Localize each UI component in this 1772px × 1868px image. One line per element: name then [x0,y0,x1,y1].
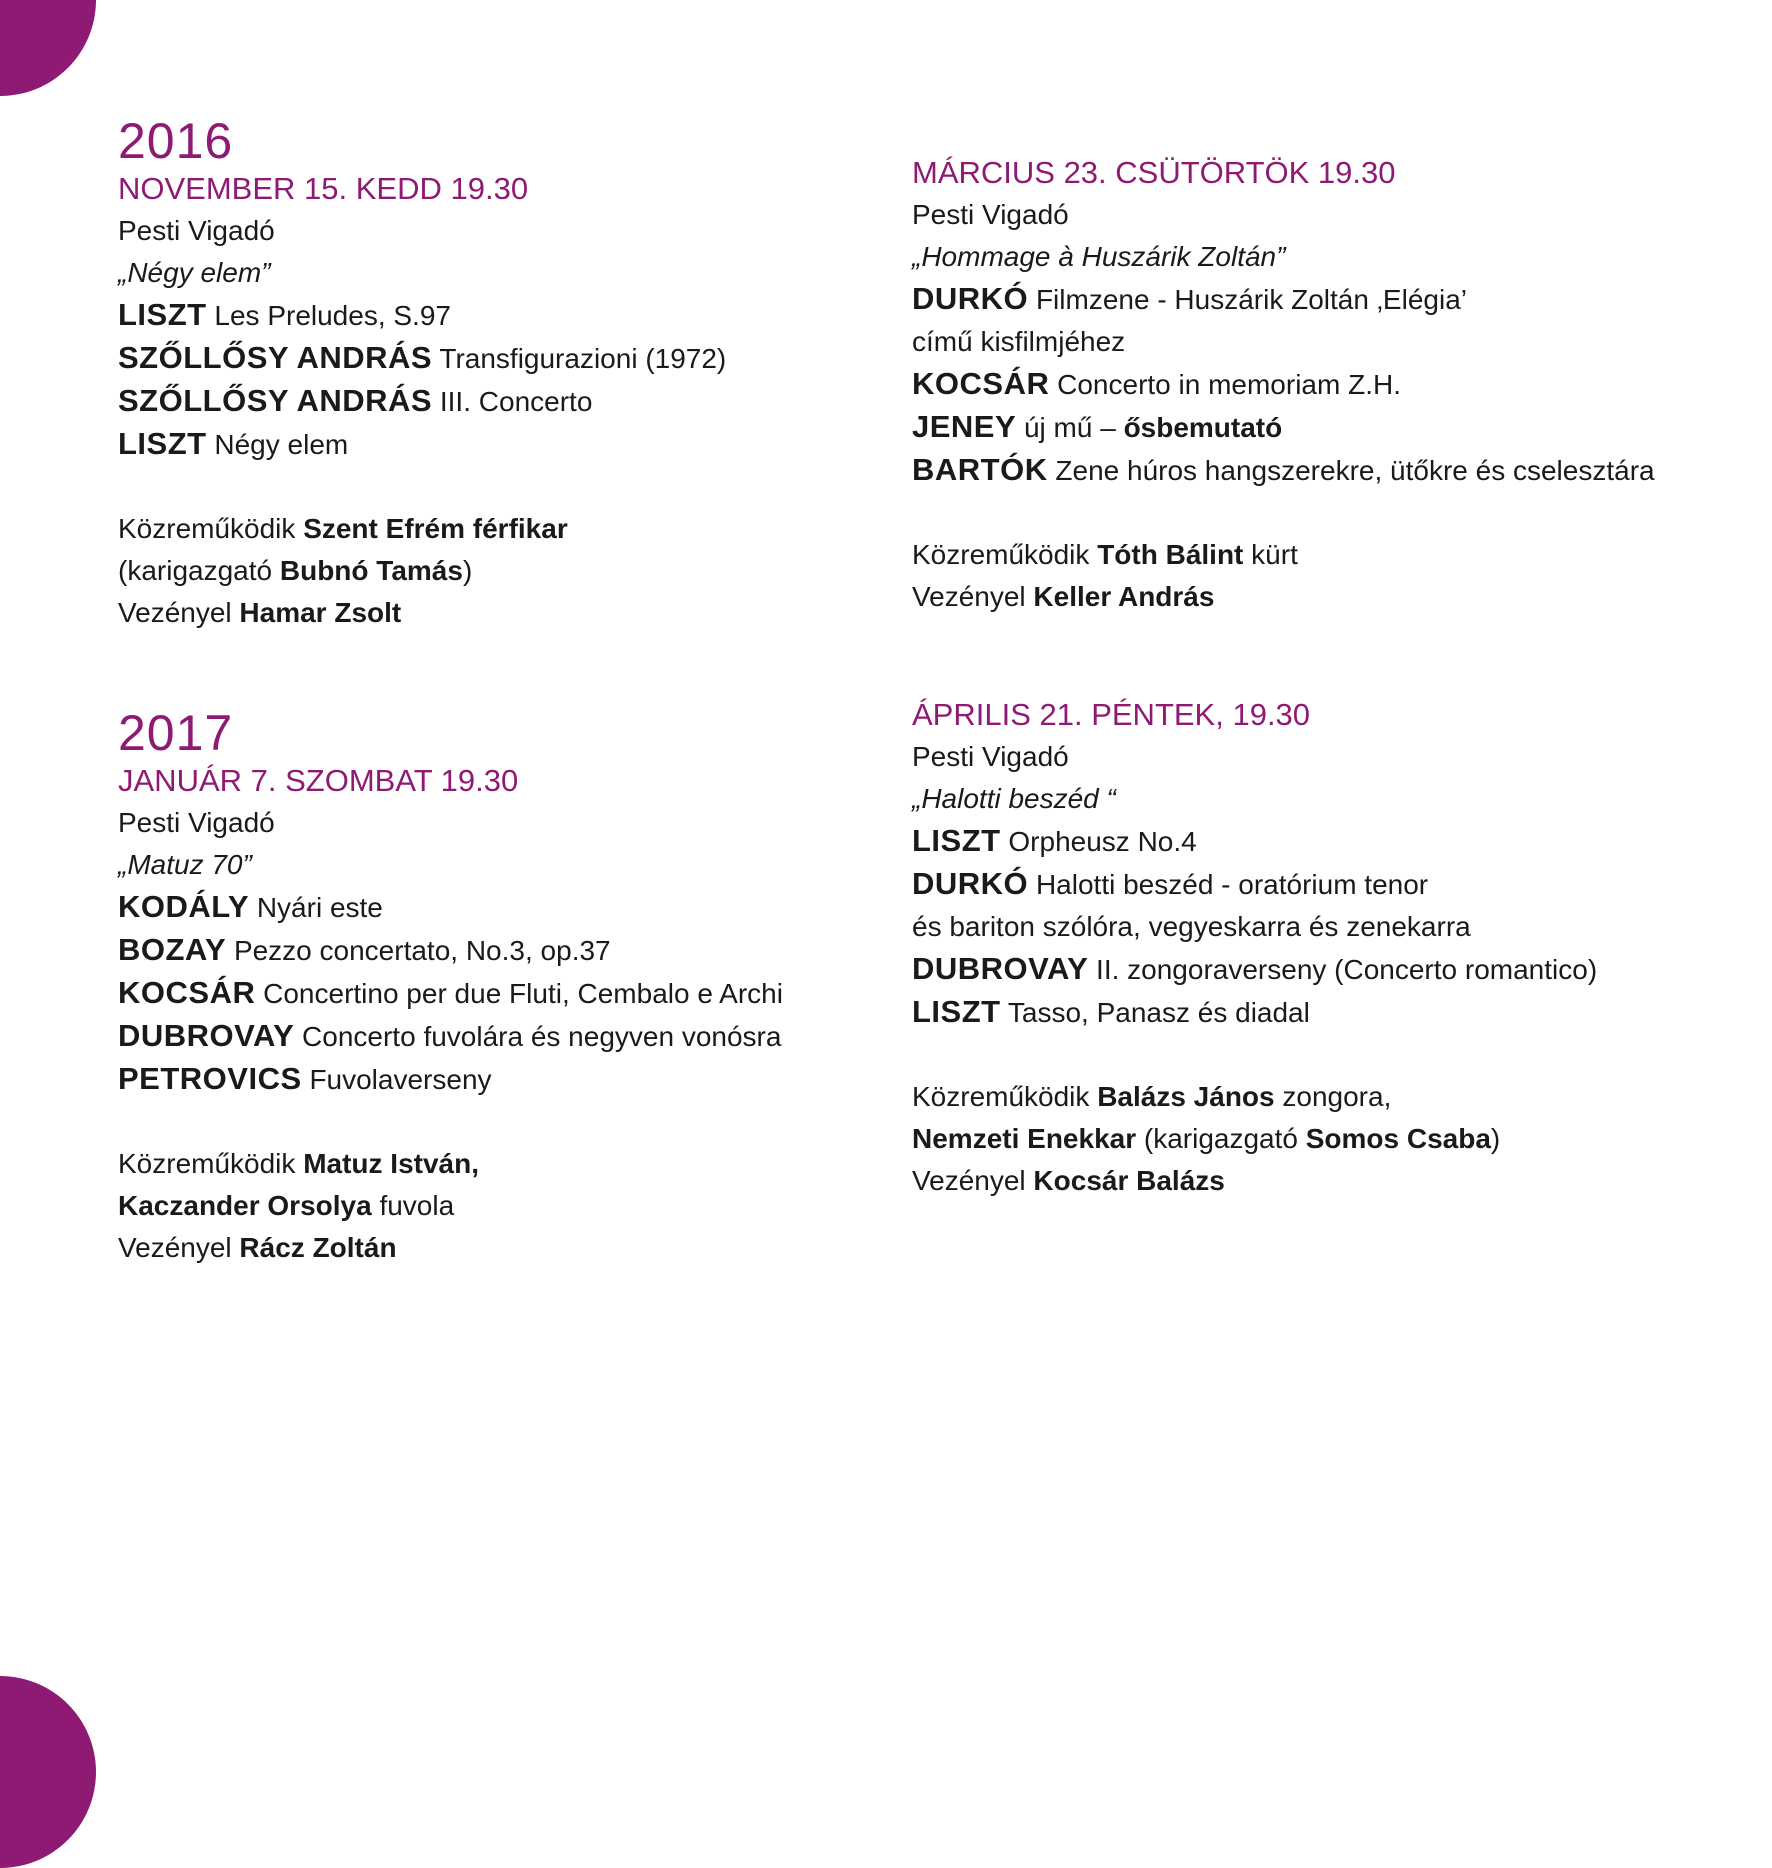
composer: KODÁLY [118,889,250,924]
work: Nyári este [256,892,383,923]
work: Tasso, Panasz és diadal [1007,997,1310,1028]
conductor-line: Vezényel Kocsár Balázs [912,1165,1225,1196]
work: II. zongoraverseny (Concerto romantico) [1096,954,1598,985]
performer-name: Nemzeti Enekkar [912,1123,1137,1154]
year-heading: 2017 [118,705,234,761]
event-2016-november [118,113,898,634]
event-venue: Pesti Vigadó [118,807,275,838]
composer: JENEY [912,409,1017,444]
composer: BOZAY [118,932,227,967]
conductor-name: Keller András [1033,581,1215,612]
program-item [912,991,1762,1034]
event-date: NOVEMBER 15. KEDD 19.30 [118,171,529,206]
composer: LISZT [118,297,207,332]
program-item [118,423,898,466]
program-item [118,972,898,1015]
conductor-line: Vezényel Keller András [912,581,1215,612]
choir-director-line: (karigazgató Bubnó Tamás) [118,555,473,586]
program-item-continued: című kisfilmjéhez [912,326,1126,357]
event-date: ÁPRILIS 21. PÉNTEK, 19.30 [912,697,1311,732]
program-item [118,1058,898,1101]
conductor-line: Vezényel Hamar Zsolt [118,597,402,628]
corner-decoration-top [0,0,96,96]
program-item [118,886,898,929]
program-item [118,294,898,337]
year-heading: 2016 [118,113,234,169]
composer: DURKÓ [912,866,1029,901]
event-2017-january [118,705,898,1269]
composer: DUBROVAY [118,1018,295,1053]
program-item [912,449,1762,492]
performers-line: Közreműködik Matuz István, [118,1148,479,1179]
composer: KOCSÁR [118,975,256,1010]
work: Transfigurazioni (1972) [439,343,727,374]
work: Fuvolaverseny [309,1064,492,1095]
work: Négy elem [214,429,349,460]
program-item [118,929,898,972]
choir-line: Nemzeti Enekkar (karigazgató Somos Csaba) [912,1123,1501,1154]
event-title: „Halotti beszéd “ [912,783,1116,814]
performers-line: Kaczander Orsolya fuvola [118,1190,455,1221]
program-item [118,1015,898,1058]
event-date: MÁRCIUS 23. CSÜTÖRTÖK 19.30 [912,155,1396,190]
composer: LISZT [118,426,207,461]
composer: DUBROVAY [912,951,1089,986]
performers-line: Közreműködik Tóth Bálint kürt [912,539,1298,570]
performer-name: Balázs János [1097,1081,1275,1112]
conductor-name: Hamar Zsolt [239,597,402,628]
performer-name: Somos Csaba [1305,1123,1491,1154]
program-item-continued: és bariton szólóra, vegyeskarra és zenekarra [912,911,1471,942]
performer-name: Kaczander Orsolya [118,1190,372,1221]
work: III. Concerto [439,386,593,417]
performer-name: Matuz István, [303,1148,479,1179]
program-item [912,363,1762,406]
program-item [912,406,1762,449]
work: Concertino per due Fluti, Cembalo e Archi [263,978,783,1009]
conductor-name: Kocsár Balázs [1033,1165,1225,1196]
conductor-name: Rácz Zoltán [239,1232,397,1263]
composer: LISZT [912,823,1001,858]
work: Orpheusz No.4 [1008,826,1197,857]
composer: DURKÓ [912,281,1029,316]
work: Les Preludes, S.97 [214,300,451,331]
work: Filmzene - Huszárik Zoltán ‚Elégia’ [1035,284,1467,315]
event-2017-march [912,152,1762,618]
performers-line: Közreműködik Balázs János zongora, [912,1081,1392,1112]
program-item [912,863,1762,906]
premiere-label: ősbemutató [1123,412,1283,443]
program-item [118,380,898,423]
event-venue: Pesti Vigadó [912,199,1069,230]
event-date: JANUÁR 7. SZOMBAT 19.30 [118,763,519,798]
event-title: „Négy elem” [118,257,271,288]
work: Concerto in memoriam Z.H. [1057,369,1401,400]
performers-line: Közreműködik Szent Efrém férfikar [118,513,568,544]
composer: PETROVICS [118,1061,302,1096]
program-item [912,820,1762,863]
performer-name: Bubnó Tamás [279,555,463,586]
conductor-line: Vezényel Rácz Zoltán [118,1232,397,1263]
event-title: „Matuz 70” [118,849,252,880]
program-item [912,278,1762,321]
event-venue: Pesti Vigadó [912,741,1069,772]
composer: BARTÓK [912,452,1048,487]
event-venue: Pesti Vigadó [118,215,275,246]
work: új mű – [1023,412,1124,443]
work: Zene húros hangszerekre, ütőkre és cselesztára [1055,455,1655,486]
work: Halotti beszéd - oratórium tenor [1035,869,1429,900]
event-2017-april [912,694,1762,1202]
corner-decoration-bottom [0,1676,96,1868]
event-title: „Hommage à Huszárik Zoltán” [912,241,1286,272]
performer-name: Szent Efrém férfikar [303,513,568,544]
performer-name: Tóth Bálint [1097,539,1244,570]
work: Pezzo concertato, No.3, op.37 [233,935,611,966]
program-item [118,337,898,380]
composer: KOCSÁR [912,366,1050,401]
program-item [912,948,1762,991]
composer: SZŐLLŐSY ANDRÁS [118,383,433,418]
composer: SZŐLLŐSY ANDRÁS [118,340,433,375]
composer: LISZT [912,994,1001,1029]
work: Concerto fuvolára és negyven vonósra [302,1021,782,1052]
